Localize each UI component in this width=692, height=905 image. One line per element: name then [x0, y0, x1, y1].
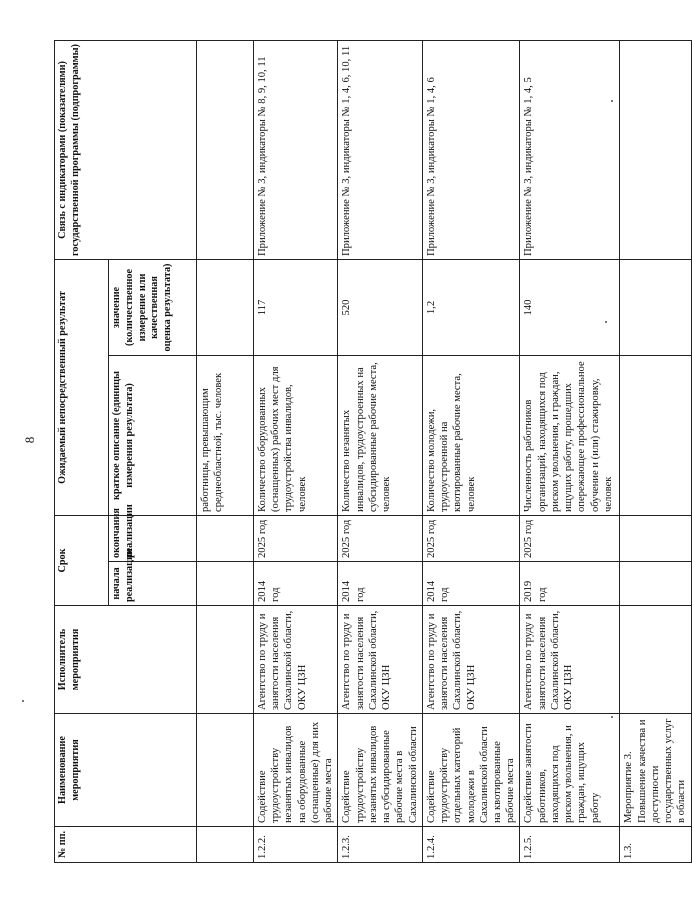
cell-value: 520: [338, 260, 422, 356]
cell-start: [620, 562, 691, 606]
cell-start: [197, 562, 254, 606]
cell-end: 2025 год: [254, 516, 338, 562]
cell-value: [197, 260, 254, 356]
rotated-table-container: [54, 41, 688, 863]
cell-num: 1.2.5.: [520, 827, 620, 863]
cell-start: 2014 год: [422, 562, 520, 606]
table-row: [254, 41, 338, 863]
cell-desc: Количество незанятых инвалидов, трудоустроенных на субсидированные рабочие места, человек: [338, 356, 422, 516]
header-executor: Исполнитель мероприятия: [55, 606, 197, 714]
page-number: 8: [22, 436, 37, 444]
cell-num: 1.2.2.: [254, 827, 338, 863]
header-result-value: значение (количественное измерение или качественная оценка результата): [109, 260, 197, 356]
cell-desc: работницы, превышающим среднеобластной, тыс. человек: [197, 356, 254, 516]
cell-end: 2025 год: [422, 516, 520, 562]
cell-end: [620, 516, 691, 562]
cell-name: [197, 714, 254, 827]
cell-value: [620, 260, 691, 356]
header-term-end: окончания реализации: [109, 516, 197, 562]
header-result: Ожидаемый непосредственный результат: [55, 260, 109, 516]
cell-end: [197, 516, 254, 562]
cell-link: Приложение № 3, индикаторы № 1, 4, 6, 10, 11: [338, 41, 422, 260]
table-row: [520, 41, 620, 863]
cell-start: 2014 год: [254, 562, 338, 606]
cell-value: 117: [254, 260, 338, 356]
cell-executor: Агентство по труду и занятости населения Сахалинской области, ОКУ ЦЗН: [520, 606, 620, 714]
cell-link: Приложение № 3, индикаторы № 8, 9, 10, 11: [254, 41, 338, 260]
cell-start: 2019 год: [520, 562, 620, 606]
cell-desc: Количество молодежи, трудоустроенной на квотированные рабочие места, человек: [422, 356, 520, 516]
cell-executor: Агентство по труду и занятости населения Сахалинской области, ОКУ ЦЗН: [422, 606, 520, 714]
cell-num: 1.3.: [620, 827, 691, 863]
scan-speck: [611, 100, 613, 102]
cell-num: 1.2.3.: [338, 827, 422, 863]
header-term-start: начала реализации: [109, 562, 197, 606]
header-num: № пп.: [55, 827, 197, 863]
cell-executor: [620, 606, 691, 714]
cell-link: Приложение № 3, индикаторы № 1, 4, 6: [422, 41, 520, 260]
scan-speck: [22, 700, 24, 702]
table-row: [338, 41, 422, 863]
cell-start: 2014 год: [338, 562, 422, 606]
table-row: [422, 41, 520, 863]
cell-num: 1.2.4.: [422, 827, 520, 863]
cell-link: [197, 41, 254, 260]
cell-name: Содействие занятости работников, находящихся под риском увольнения, и граждан, ищущих работу: [520, 714, 620, 827]
header-term: Срок: [55, 516, 109, 606]
cell-name: Мероприятие 3. Повышение качества и доступности государственных услуг в области: [620, 714, 691, 827]
header-link: Связь с индикаторами (показателями) государственной программы (подпрограммы): [55, 41, 197, 260]
table-row: [197, 41, 254, 863]
header-name: Наименование мероприятия: [55, 714, 197, 827]
header-row: [55, 41, 109, 863]
cell-desc: [620, 356, 691, 516]
scan-speck: [605, 321, 607, 323]
program-measures-table: [54, 40, 692, 863]
cell-num: [197, 827, 254, 863]
scan-speck: [611, 716, 613, 718]
cell-executor: Агентство по труду и занятости населения Сахалинской области, ОКУ ЦЗН: [254, 606, 338, 714]
cell-executor: Агентство по труду и занятости населения Сахалинской области, ОКУ ЦЗН: [338, 606, 422, 714]
cell-end: 2025 год: [520, 516, 620, 562]
header-result-desc: краткое описание (единицы измерения результата): [109, 356, 197, 516]
cell-name: Содействие трудоустройству незанятых инвалидов на субсидированные рабочие места в Сахалинской области: [338, 714, 422, 827]
cell-link: [620, 41, 691, 260]
cell-desc: Численность работников организаций, находящихся под риском увольнения, и граждан, ищущих работу, прошедших опережающее профессиональное обучение и (или) стажировку, человек: [520, 356, 620, 516]
cell-link: Приложение № 3, индикаторы № 1, 4, 5: [520, 41, 620, 260]
cell-executor: [197, 606, 254, 714]
cell-value: 140: [520, 260, 620, 356]
cell-name: Содействие трудоустройству отдельных категорий молодежи в Сахалинской области на квотированные рабочие места: [422, 714, 520, 827]
cell-value: 1,2: [422, 260, 520, 356]
cell-end: 2025 год: [338, 516, 422, 562]
cell-name: Содействие трудоустройству незанятых инвалидов на оборудованные (оснащенные) для них рабочие места: [254, 714, 338, 827]
cell-desc: Количество оборудованных (оснащенных) рабочих мест для трудоустройства инвалидов, человек: [254, 356, 338, 516]
table-row: [620, 41, 691, 863]
